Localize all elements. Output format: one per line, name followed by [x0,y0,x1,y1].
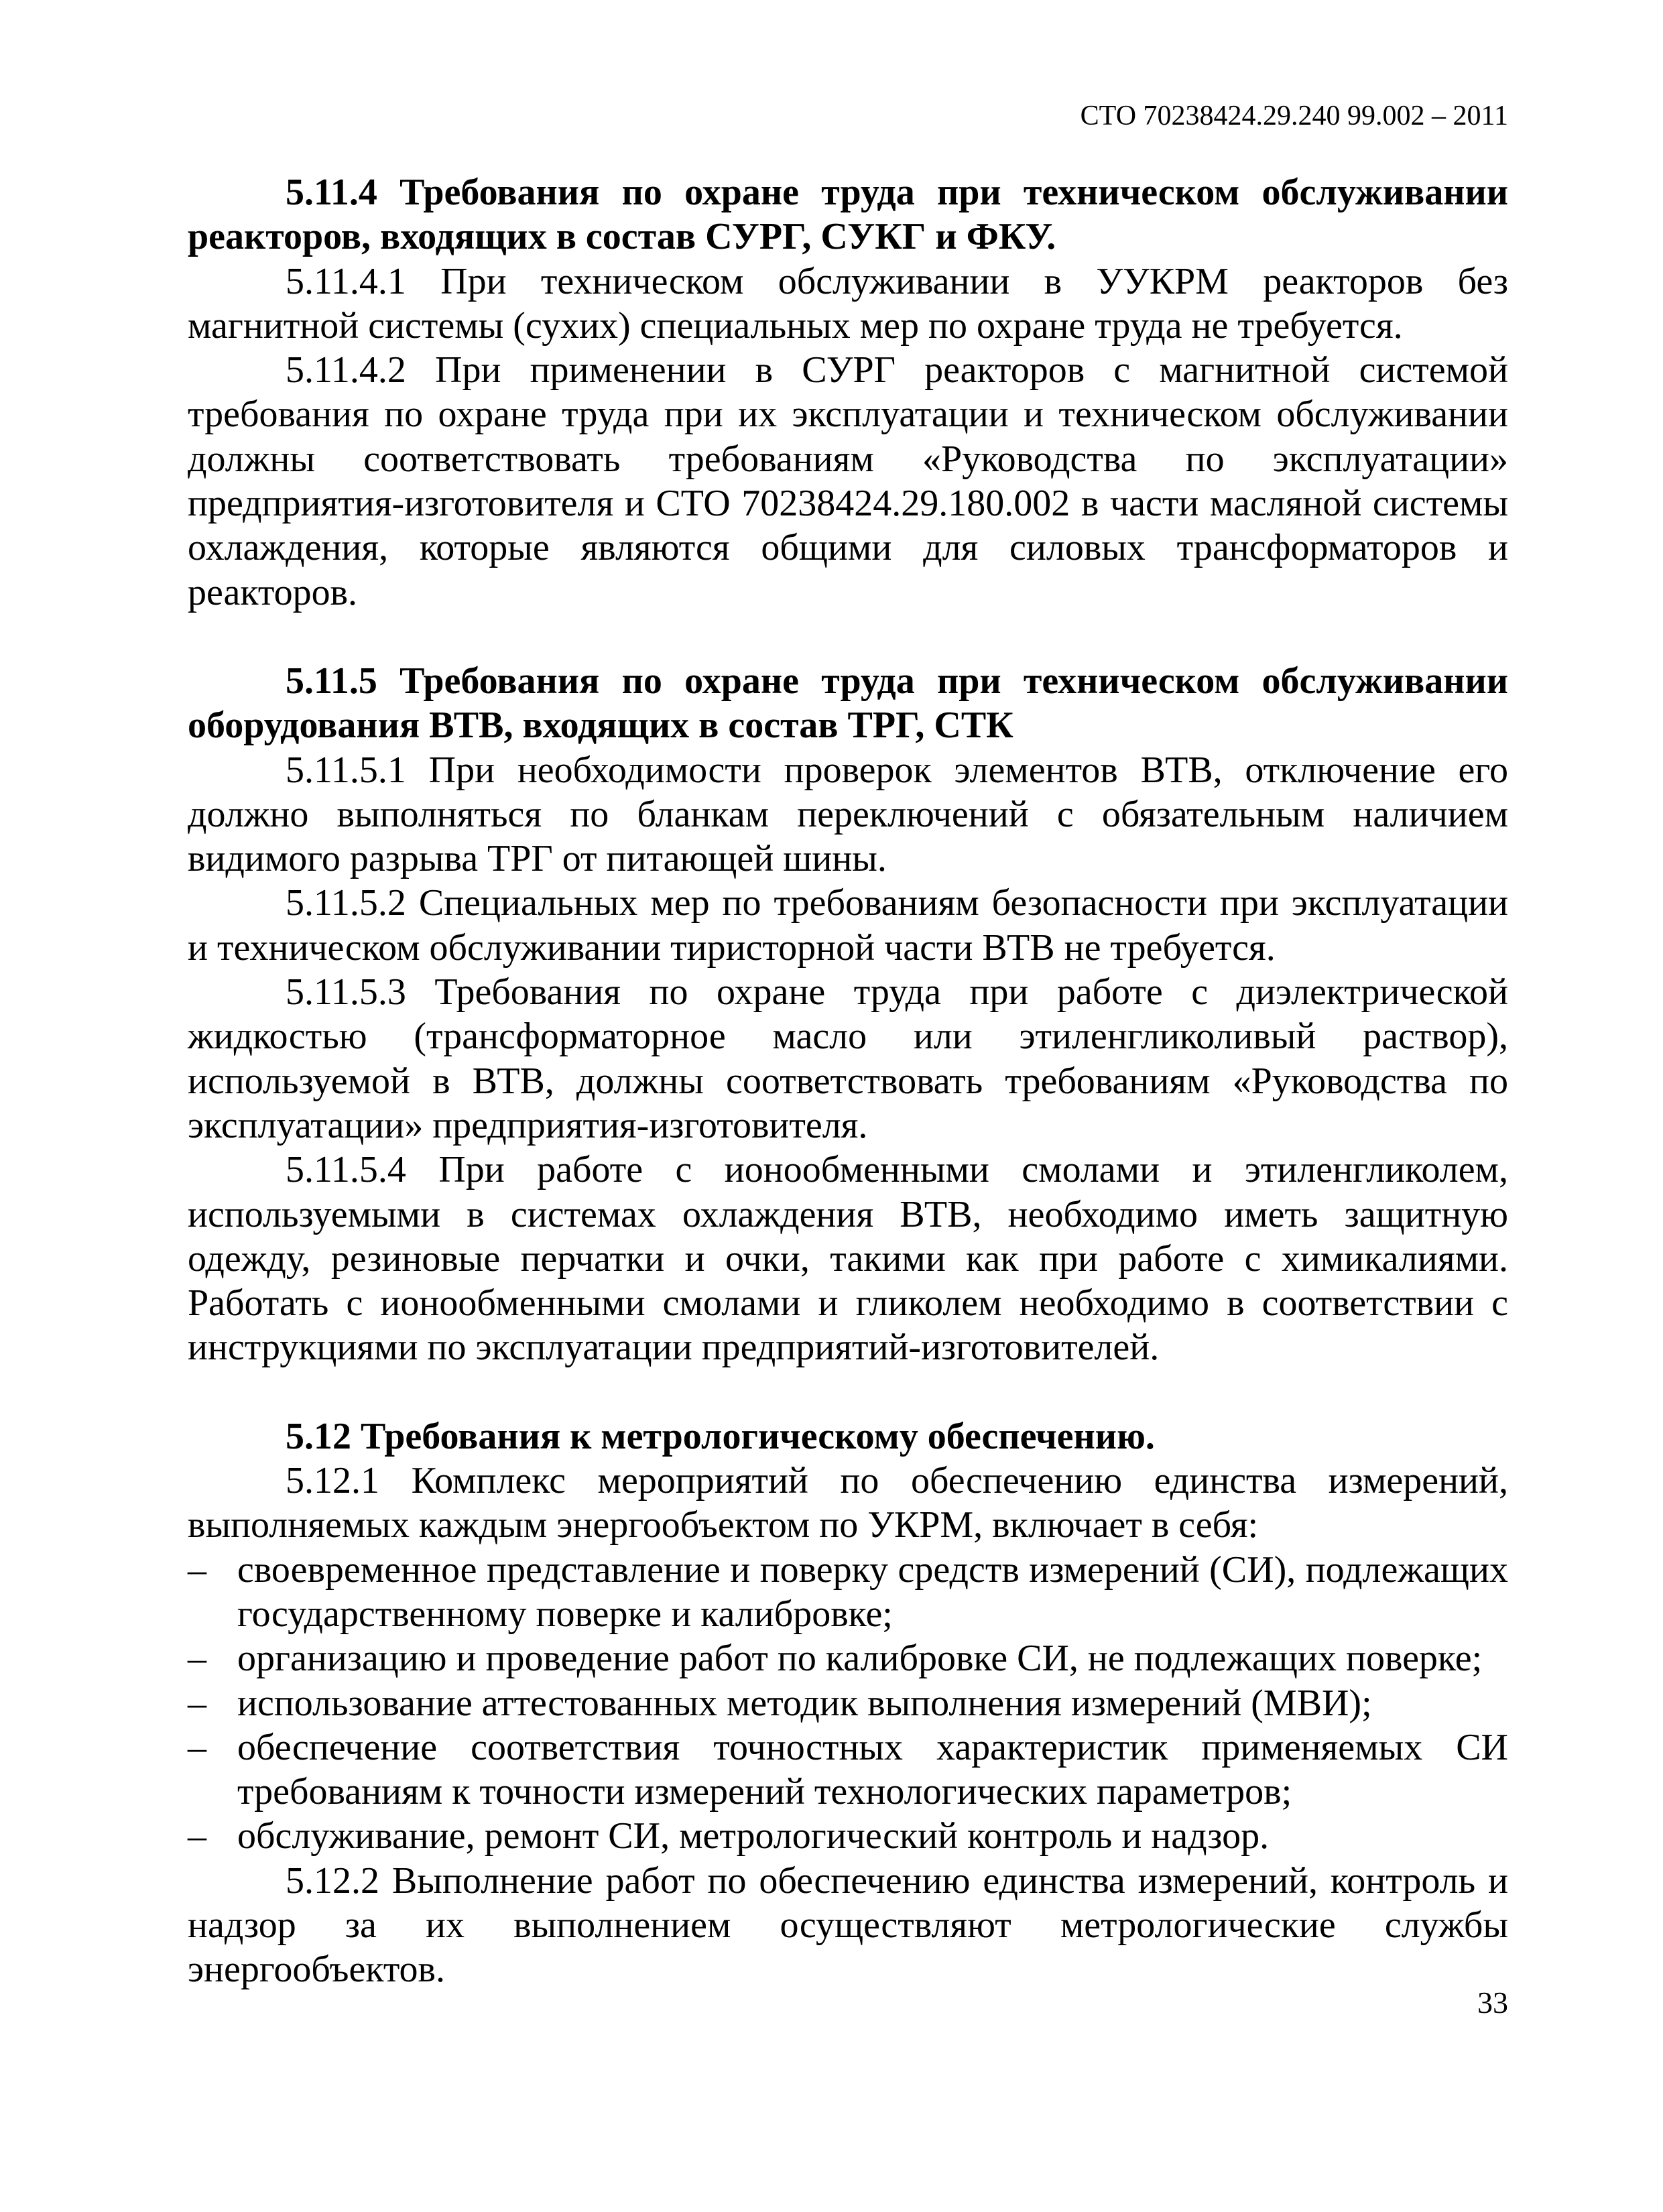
dash-marker: – [188,1815,206,1857]
list-item [188,1681,1508,1725]
document-code-header: СТО 70238424.29.240 99.002 – 2011 [1080,101,1508,131]
paragraph: 5.11.5.4 При работе с ионообменными смолами и этиленгликолем, используемыми в системах охлаждения ВТВ, необходимо иметь защитную одежду, резиновые перчатки и очки, такими как при работе с химикалиями. Работать с ионообменными смолами и гликолем необходимо в соответствии с инструкциями по эксплуатации предприятий-изготовителей. [188,1149,1508,1369]
paragraph: 5.12.2 Выполнение работ по обеспечению единства измерений, контроль и надзор за их выполнением осуществляют метрологические службы энергообъектов. [188,1859,1508,1991]
dash-marker: – [188,1682,206,1724]
list-item-text: своевременное представление и поверку средств измерений (СИ), подлежащих государственному поверке и калибровке; [237,1548,1508,1635]
list-item-text: обслуживание, ремонт СИ, метрологический контроль и надзор. [237,1815,1270,1857]
dash-marker: – [188,1638,206,1680]
list-item-text: использование аттестованных методик выполнения измерений (МВИ); [237,1682,1372,1724]
section-heading: 5.11.4 Требования по охране труда при техническом обслуживании реакторов, входящих в состав СУРГ, СУКГ и ФКУ. [188,172,1508,258]
section-5-11-5 [188,659,1508,1370]
list-item-text: обеспечение соответствия точностных характеристик применяемых СИ требованиям к точности измерений технологических параметров; [237,1726,1508,1813]
bullet-list [188,1548,1508,1859]
paragraph: 5.11.5.3 Требования по охране труда при работе с диэлектрической жидкостью (трансформаторное масло или этиленгликоливый раствор), используемой в ВТВ, должны соответствовать требованиям «Руководства по эксплуатации» предприятия-изготовителя. [188,971,1508,1146]
paragraph: 5.11.5.2 Специальных мер по требованиям безопасности при эксплуатации и техническом обслуживании тиристорной части ВТВ не требуется. [188,882,1508,969]
paragraph: 5.11.4.2 При применении в СУРГ реакторов с магнитной системой требования по охране труда при их эксплуатации и техническом обслуживании должны соответствовать требованиям «Руководства по эксплуатации» предприятия-изготовителя и СТО 70238424.29.180.002 в части масляной системы охлаждения, которые являются общими для силовых трансформаторов и реакторов. [188,349,1508,613]
paragraph: 5.12.1 Комплекс мероприятий по обеспечению единства измерений, выполняемых каждым энергообъектом по УКРМ, включает в себя: [188,1460,1508,1546]
list-item [188,1548,1508,1637]
section-5-12 [188,1414,1508,1992]
paragraph: 5.11.5.1 При необходимости проверок элементов ВТВ, отключение его должно выполняться по бланкам переключений с обязательным наличием видимого разрыва ТРГ от питающей шины. [188,749,1508,880]
list-item [188,1725,1508,1815]
list-item [188,1814,1508,1858]
paragraph: 5.11.4.1 При техническом обслуживании в УУКРМ реакторов без магнитной системы (сухих) специальных мер по охране труда не требуется. [188,260,1508,347]
page-number: 33 [1477,1985,1508,2020]
list-item-text: организацию и проведение работ по калибровке СИ, не подлежащих поверке; [237,1638,1483,1680]
dash-marker: – [188,1726,206,1768]
section-5-11-4 [188,170,1508,615]
list-item [188,1636,1508,1680]
page-content [188,170,1508,1992]
section-heading: 5.11.5 Требования по охране труда при техническом обслуживании оборудования ВТВ, входящих в состав ТРГ, СТК [188,660,1508,747]
dash-marker: – [188,1548,206,1591]
section-heading: 5.12 Требования к метрологическому обеспечению. [286,1415,1155,1457]
